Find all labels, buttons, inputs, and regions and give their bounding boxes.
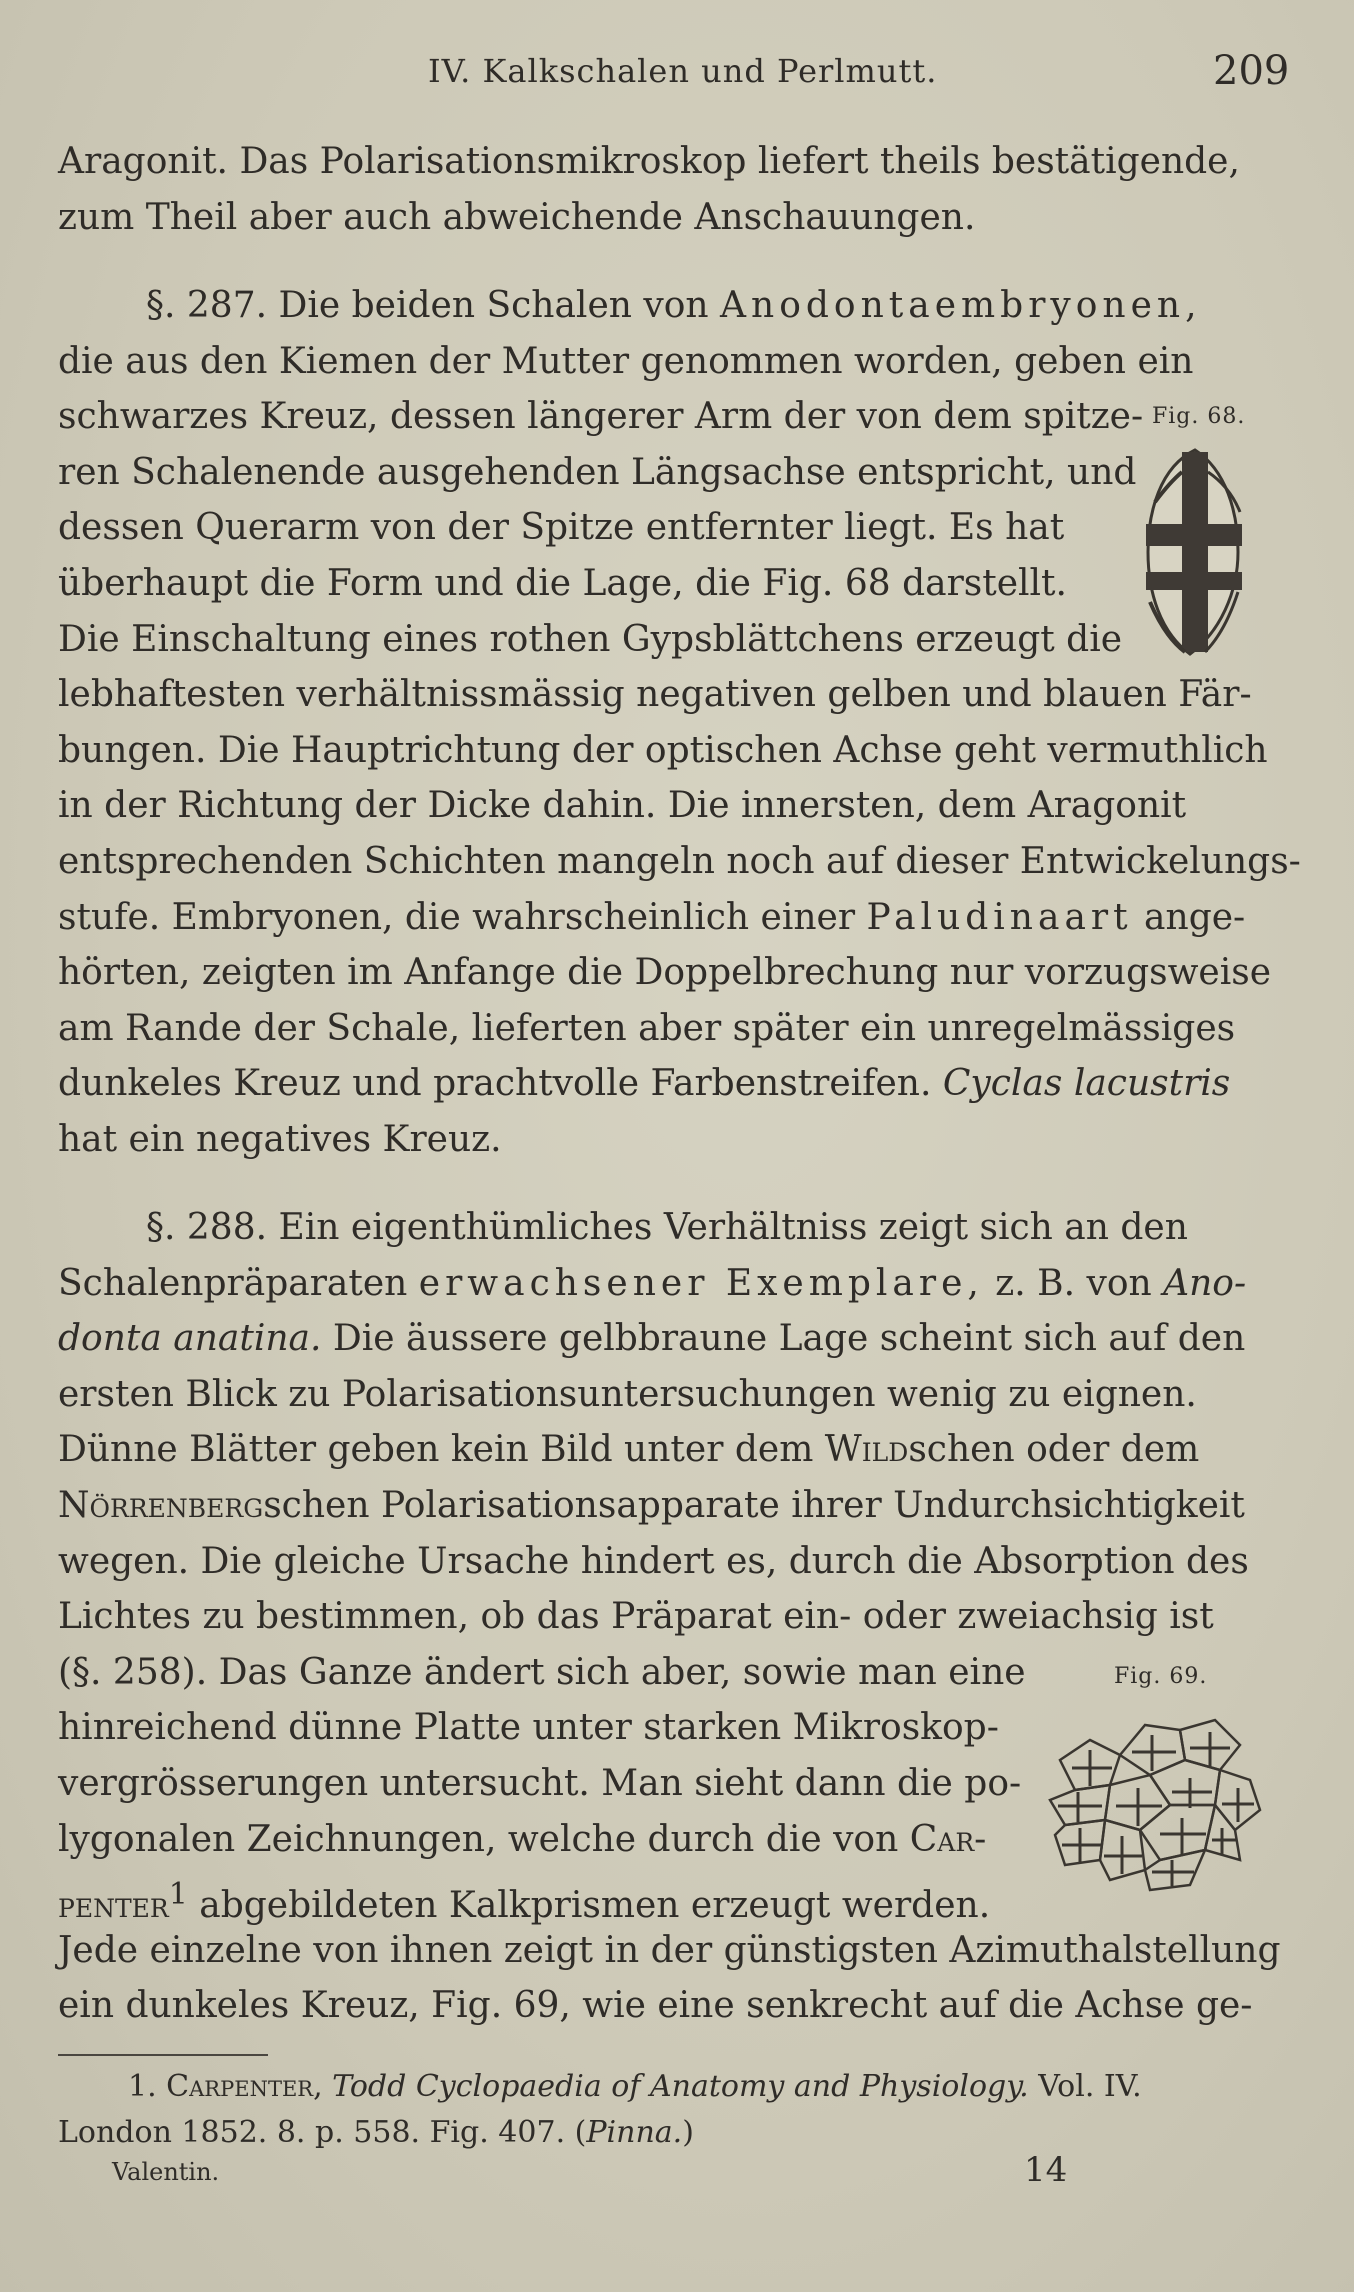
- fig68-label: Fig. 68.: [1152, 404, 1246, 429]
- text-run: Dünne Blätter geben kein Bild unter dem: [58, 1429, 825, 1471]
- running-head: IV. Kalkschalen und Perlmutt.: [428, 52, 938, 90]
- printer-signature: Valentin.: [112, 2158, 220, 2186]
- name-smallcaps: Nörrenberg: [58, 1484, 264, 1526]
- paragraph-288: [58, 1200, 1281, 2034]
- text-line: [58, 1256, 1276, 1312]
- text-run: schen oder dem: [908, 1429, 1200, 1471]
- fig68-cross-image: [1120, 442, 1270, 662]
- text-line: [58, 1311, 1276, 1367]
- footnote-publication: London 1852. 8. p. 558. Fig. 407. (: [58, 2115, 587, 2150]
- text-line: hörten, zeigten im Anfange die Doppelbrechung nur vorzugsweise: [58, 952, 1272, 994]
- text-line: [58, 1867, 1038, 1927]
- text-line: ersten Blick zu Polarisationsuntersuchungen wenig zu eignen.: [58, 1373, 1197, 1415]
- text-line: [58, 278, 1276, 334]
- text-line: [58, 1478, 1276, 1534]
- footnote-line: [58, 2064, 1276, 2110]
- italic-term: donta anatina.: [58, 1318, 322, 1360]
- text-line: lebhaftesten verhältnissmässig negativen gelben und blauen Fär-: [58, 674, 1252, 716]
- name-smallcaps: Wild: [824, 1429, 909, 1471]
- text-line: dessen Querarm von der Spitze entfernter liegt. Es hat: [58, 507, 1065, 549]
- footnote-title: Todd Cyclopaedia of Anatomy and Physiology.: [322, 2069, 1029, 2104]
- text-line: [58, 1422, 1276, 1478]
- footnote: [58, 2064, 1276, 2156]
- text-line: hat ein negatives Kreuz.: [58, 1118, 502, 1160]
- section-text: §. 287. Die beiden Schalen von: [146, 285, 721, 326]
- text-line: schwarzes Kreuz, dessen längerer Arm der von dem spitze-: [58, 396, 1144, 438]
- text-run: ange-: [1132, 896, 1246, 938]
- text-line: Aragonit. Das Polarisationsmikroskop liefert theils bestätigende,: [58, 141, 1240, 182]
- name-smallcaps: penter: [58, 1885, 169, 1927]
- text-line: ein dunkeles Kreuz, Fig. 69, wie eine senkrecht auf die Achse ge-: [58, 1985, 1253, 2027]
- footnote-number: 1.: [128, 2069, 167, 2104]
- italic-term: Ano-: [1163, 1262, 1247, 1304]
- footnote-rule: [58, 2054, 268, 2056]
- text-line: in der Richtung der Dicke dahin. Die innersten, dem Aragonit: [58, 785, 1187, 827]
- spaced-term: erwachsener Exemplare,: [418, 1262, 984, 1304]
- text-line: Lichtes zu bestimmen, ob das Präparat ein- oder zweiachsig ist: [58, 1596, 1214, 1638]
- footnote-marker: 1: [168, 1877, 188, 1913]
- text-run: stufe. Embryonen, die wahrscheinlich einer: [58, 896, 867, 938]
- sheet-number: 14: [1024, 2150, 1068, 2190]
- text-line: wegen. Die gleiche Ursache hindert es, durch die Absorption des: [58, 1540, 1249, 1582]
- page-number: 209: [1213, 48, 1290, 94]
- text-line: [58, 890, 1276, 946]
- text-line: bungen. Die Hauptrichtung der optischen Achse geht vermuthlich: [58, 729, 1268, 771]
- footnote-line: [58, 2110, 1276, 2156]
- text-line: hinreichend dünne Platte unter starken Mikroskop-: [58, 1707, 999, 1749]
- text-line: ren Schalenende ausgehenden Längsachse entspricht, und: [58, 451, 1137, 493]
- text-run: dunkeles Kreuz und prachtvolle Farbenstreifen.: [58, 1063, 943, 1105]
- text-run: z. B. von: [983, 1262, 1164, 1304]
- text-line: am Rande der Schale, lieferten aber später ein unregelmässiges: [58, 1007, 1236, 1049]
- text-line: vergrösserungen untersucht. Man sieht dann die po-: [58, 1762, 1022, 1804]
- footnote-close: ): [682, 2115, 694, 2150]
- text-run: schen Polarisationsapparate ihrer Undurchsichtigkeit: [263, 1484, 1245, 1526]
- fig69-prisms-image: [1040, 1700, 1270, 1900]
- text-run: abgebildeten Kalkprismen erzeugt werden.: [187, 1885, 991, 1927]
- text-line: [58, 1056, 1276, 1112]
- text-line: Jede einzelne von ihnen zeigt in der günstigsten Azimuthalstellung: [58, 1929, 1281, 1971]
- spaced-term: Anodontaembryonen,: [720, 285, 1202, 326]
- text-line: überhaupt die Form und die Lage, die Fig. 68 darstellt.: [58, 562, 1067, 604]
- text-run: Schalenpräparaten: [58, 1262, 419, 1304]
- paragraph-287: [58, 278, 1301, 1168]
- footnote-author: Carpenter,: [166, 2069, 323, 2104]
- text-run: lygonalen Zeichnungen, welche durch die von: [58, 1818, 910, 1860]
- text-line: [58, 1812, 1038, 1868]
- spaced-term: Paludinaart: [866, 896, 1133, 938]
- name-smallcaps: Car-: [909, 1818, 987, 1860]
- text-line: entsprechenden Schichten mangeln noch auf dieser Entwickelungs-: [58, 840, 1301, 882]
- text-line: (§. 258). Das Ganze ändert sich aber, sowie man eine: [58, 1651, 1026, 1693]
- text-line: §. 288. Ein eigenthümliches Verhältniss zeigt sich an den: [146, 1207, 1188, 1248]
- page-header: [0, 48, 1354, 108]
- paragraph-1: [58, 134, 1276, 245]
- text-line: zum Theil aber auch abweichende Anschauungen.: [58, 196, 976, 238]
- footnote-volume: Vol. IV.: [1028, 2069, 1142, 2104]
- footnote-subject: Pinna.: [586, 2115, 683, 2150]
- text-run: Die äussere gelbbraune Lage scheint sich auf den: [321, 1318, 1246, 1360]
- fig69-label: Fig. 69.: [1114, 1664, 1208, 1689]
- text-line: die aus den Kiemen der Mutter genommen worden, geben ein: [58, 340, 1194, 382]
- text-line: Die Einschaltung eines rothen Gypsblättchens erzeugt die: [58, 618, 1123, 660]
- italic-term: Cyclas lacustris: [942, 1063, 1231, 1105]
